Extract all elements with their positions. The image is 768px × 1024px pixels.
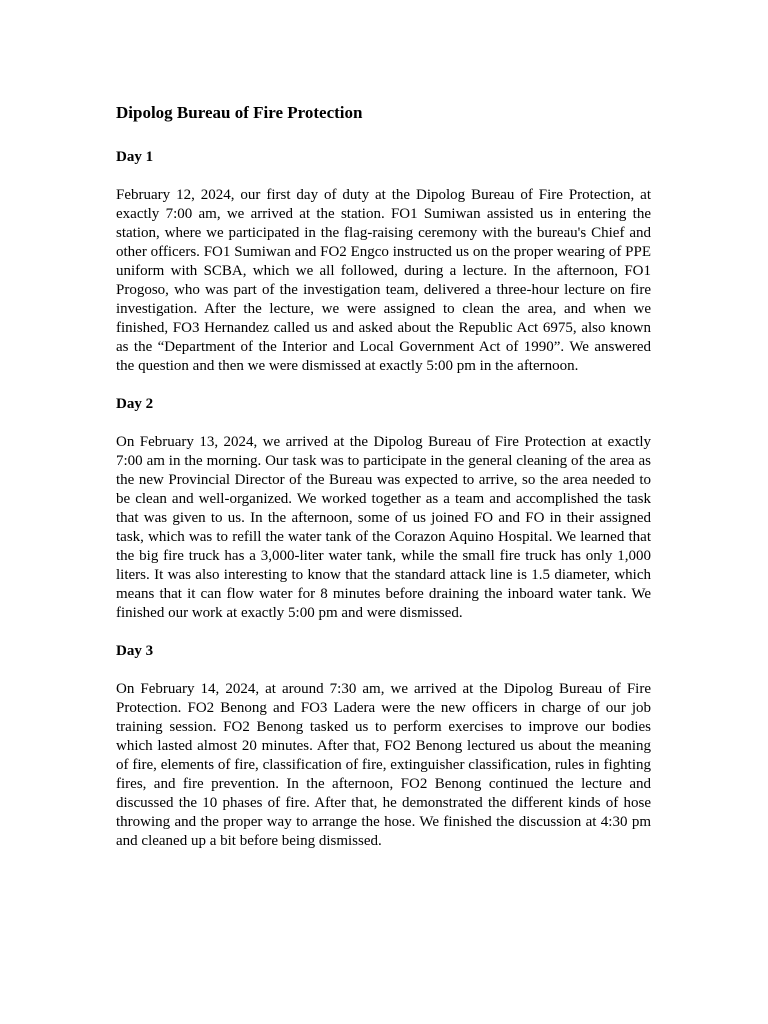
day-2-heading: Day 2: [116, 396, 154, 412]
day-3-paragraph: On February 14, 2024, at around 7:30 am, we arrived at the Dipolog Bureau of Fire Protection. FO2 Benong and FO3 Ladera were the new officers in charge of our job training session. FO2 Benong tasked us to perform exercises to improve our bodies which lasted almost 20 minutes. After that, FO2 Benong lectured us about the meaning of fire, elements of fire, classification of fire, extinguisher classification, rules in fighting fires, and fire prevention. In the afternoon, FO2 Benong continued the lecture and discussed the 10 phases of fire. After that, he demonstrated the different kinds of hose throwing and the proper way to arrange the hose. We finished the discussion at 4:30 pm and cleaned up a bit before being dismissed.: [116, 681, 651, 849]
document-page: [116, 101, 651, 851]
day-2-paragraph: On February 13, 2024, we arrived at the Dipolog Bureau of Fire Protection at exactly 7:00 am in the morning. Our task was to participate in the general cleaning of the area as the new Provincial Director of the Bureau was expected to arrive, so the area needed to be clean and well-organized. We worked together as a team and accomplished the task that was given to us. In the afternoon, some of us joined FO and FO in their assigned task, which was to refill the water tank of the Corazon Aquino Hospital. We learned that the big fire truck has a 3,000-liter water tank, while the small fire truck has only 1,000 liters. It was also interesting to know that the standard attack line is 1.5 diameter, which means that it can flow water for 8 minutes before draining the inboard water tank. We finished our work at exactly 5:00 pm and were dismissed.: [116, 434, 651, 621]
day-1-heading: Day 1: [116, 149, 154, 165]
document-title: Dipolog Bureau of Fire Protection: [116, 103, 363, 122]
day-1-paragraph: February 12, 2024, our first day of duty at the Dipolog Bureau of Fire Protection, at exactly 7:00 am, we arrived at the station. FO1 Sumiwan assisted us in entering the station, where we participated in the flag-raising ceremony with the bureau's Chief and other officers. FO1 Sumiwan and FO2 Engco instructed us on the proper wearing of PPE uniform with SCBA, which we all followed, during a lecture. In the afternoon, FO1 Progoso, who was part of the investigation team, delivered a three-hour lecture on fire investigation. After the lecture, we were assigned to clean the area, and when we finished, FO3 Hernandez called us and asked about the Republic Act 6975, also known as the “Department of the Interior and Local Government Act of 1990”. We answered the question and then we were dismissed at exactly 5:00 pm in the afternoon.: [116, 187, 651, 374]
day-3-heading: Day 3: [116, 643, 154, 659]
